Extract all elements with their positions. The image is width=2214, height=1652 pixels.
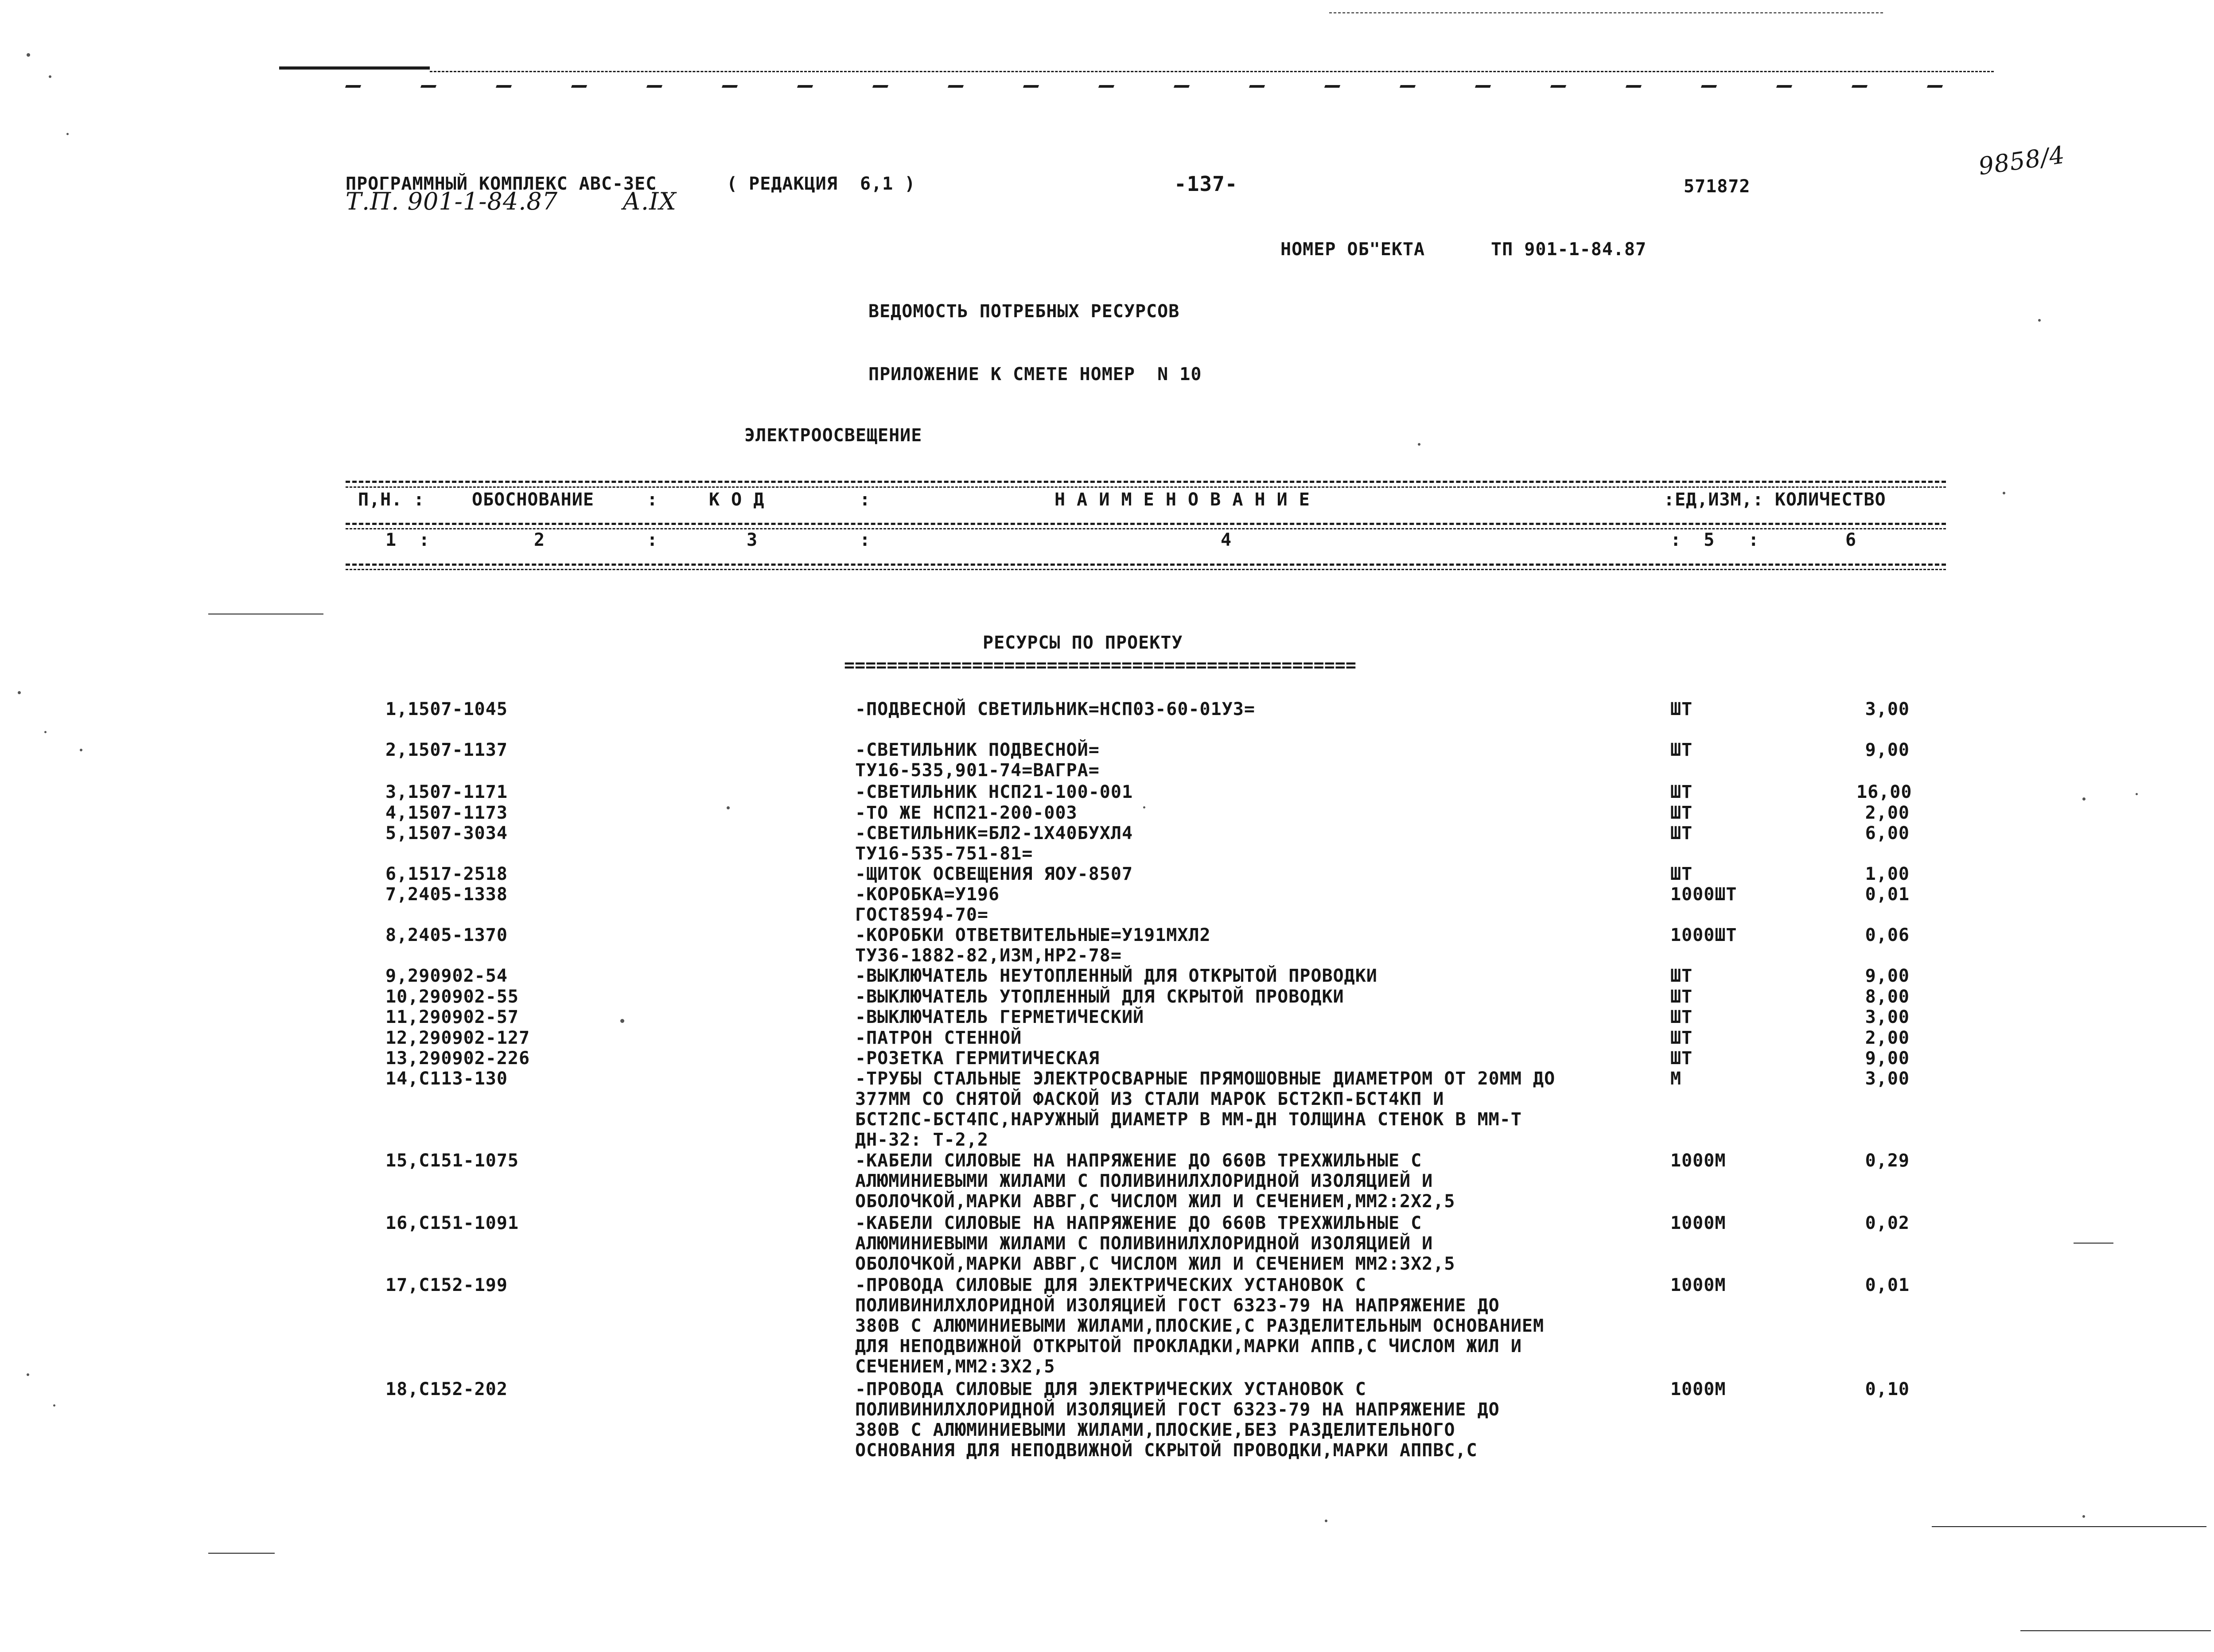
scan-speck — [1418, 443, 1420, 446]
row-name-line: -ПРОВОДА СИЛОВЫЕ ДЛЯ ЭЛЕКТРИЧЕСКИХ УСТАНОВОК С — [855, 1275, 1366, 1295]
row-qty: 6,00 — [1865, 823, 1910, 843]
row-unit: ШТ — [1670, 987, 1693, 1007]
row-name-line: -КОРОБКА=У196 — [855, 884, 1000, 905]
row-qty: 1,00 — [1865, 864, 1910, 884]
col-pn-header: П,Н. : — [358, 490, 425, 510]
col-name-header: Н А И М Е Н О В А Н И Е — [1054, 490, 1310, 510]
row-unit: 1000М — [1670, 1379, 1726, 1399]
perforation-mark — [1701, 85, 1717, 88]
table-top-rule-2 — [346, 486, 1946, 488]
scan-speck — [2003, 492, 2005, 494]
row-qty: 0,02 — [1865, 1213, 1910, 1233]
row-name-line: -ВЫКЛЮЧАТЕЛЬ УТОПЛЕННЫЙ ДЛЯ СКРЫТОЙ ПРОВОДКИ — [855, 987, 1344, 1007]
row-qty: 8,00 — [1865, 987, 1910, 1007]
row-unit: ШТ — [1670, 1007, 1693, 1027]
row-qty: 16,00 — [1856, 782, 1912, 802]
scan-speck — [27, 53, 30, 57]
object-label: НОМЕР ОБ"ЕКТА — [1280, 239, 1425, 260]
row-pn: 10,290902-55 — [385, 987, 519, 1007]
row-qty: 0,01 — [1865, 1275, 1910, 1295]
row-name-line: ТУ36-1882-82,ИЗМ,НР2-78= — [855, 945, 1122, 966]
row-name-line: 380В С АЛЮМИНИЕВЫМИ ЖИЛАМИ,ПЛОСКИЕ,БЕЗ РАЗДЕЛИТЕЛЬНОГО — [855, 1420, 1455, 1440]
row-pn: 3,1507-1171 — [385, 782, 508, 802]
row-name-line: ОСНОВАНИЯ ДЛЯ НЕПОДВИЖНОЙ СКРЫТОЙ ПРОВОДКИ,МАРКИ АППВС,С — [855, 1440, 1478, 1461]
row-qty: 9,00 — [1865, 740, 1910, 760]
top-edge-line — [279, 66, 430, 70]
row-name-line: 377ММ СО СНЯТОЙ ФАСКОЙ ИЗ СТАЛИ МАРОК БСТ2КП-БСТ4КП И — [855, 1089, 1444, 1109]
row-name-line: ПОЛИВИНИЛХЛОРИДНОЙ ИЗОЛЯЦИЕЙ ГОСТ 6323-79 НА НАПРЯЖЕНИЕ ДО — [855, 1295, 1500, 1316]
row-pn: 9,290902-54 — [385, 966, 508, 986]
perforation-mark — [948, 85, 964, 88]
row-pn: 4,1507-1173 — [385, 803, 508, 823]
row-unit: 1000М — [1670, 1213, 1726, 1233]
col-sep-2: : — [860, 490, 871, 510]
row-name-line: ПОЛИВИНИЛХЛОРИДНОЙ ИЗОЛЯЦИЕЙ ГОСТ 6323-79 НА НАПРЯЖЕНИЕ ДО — [855, 1399, 1500, 1420]
scan-speck — [44, 731, 47, 733]
row-pn: 16,С151-1091 — [385, 1213, 519, 1233]
row-pn: 17,С152-199 — [385, 1275, 508, 1295]
handwritten-album: А.IX — [623, 187, 677, 215]
appendix-title: ПРИЛОЖЕНИЕ К СМЕТЕ НОМЕР N 10 — [868, 364, 1202, 385]
row-pn: 8,2405-1370 — [385, 925, 508, 945]
handwritten-tp-number: Т.П. 901-1-84.87 — [346, 187, 558, 215]
perforation-mark — [722, 85, 738, 88]
col-sep-1: : — [647, 490, 658, 510]
row-name-line: -ТО ЖЕ НСП21-200-003 — [855, 803, 1078, 823]
row-pn: 2,1507-1137 — [385, 740, 508, 760]
row-name-line: АЛЮМИНИЕВЫМИ ЖИЛАМИ С ПОЛИВИНИЛХЛОРИДНОЙ ИЗОЛЯЦИЕЙ И — [855, 1233, 1433, 1254]
perforation-mark — [1776, 85, 1792, 88]
col-unit-qty-header: :ЕД,ИЗМ,: КОЛИЧЕСТВО — [1664, 490, 1886, 510]
top-edge-dashed — [430, 71, 1994, 72]
scan-speck — [1325, 1520, 1327, 1522]
row-name-line: БСТ2ПС-БСТ4ПС,НАРУЖНЫЙ ДИАМЕТР В ММ-ДН ТОЛЩИНА СТЕНОК В ММ-Т — [855, 1109, 1522, 1130]
perforation-mark — [1400, 85, 1416, 88]
scan-speck — [620, 1019, 624, 1023]
row-pn: 13,290902-226 — [385, 1048, 530, 1069]
row-name-line: ОБОЛОЧКОЙ,МАРКИ АВВГ,С ЧИСЛОМ ЖИЛ И СЕЧЕНИЕМ,ММ2:2Х2,5 — [855, 1191, 1455, 1212]
row-qty: 2,00 — [1865, 1028, 1910, 1048]
perforation-mark — [1324, 85, 1340, 88]
row-name-line: СЕЧЕНИЕМ,ММ2:3Х2,5 — [855, 1357, 1055, 1377]
scan-speck — [2082, 797, 2086, 801]
perforation-mark — [1626, 85, 1642, 88]
scan-line — [1932, 1526, 2206, 1527]
row-unit: ШТ — [1670, 823, 1693, 843]
row-name-line: АЛЮМИНИЕВЫМИ ЖИЛАМИ С ПОЛИВИНИЛХЛОРИДНОЙ ИЗОЛЯЦИЕЙ И — [855, 1171, 1433, 1191]
scan-speck — [53, 1404, 55, 1407]
table-bottom-rule-2 — [346, 569, 1946, 570]
scan-speck — [80, 749, 82, 751]
row-name-line: -РОЗЕТКА ГЕРМИТИЧЕСКАЯ — [855, 1048, 1100, 1069]
row-unit: 1000ШТ — [1670, 925, 1737, 945]
row-unit: ШТ — [1670, 864, 1693, 884]
row-qty: 0,06 — [1865, 925, 1910, 945]
scan-speck — [2038, 319, 2041, 322]
row-name-line: ТУ16-535,901-74=ВАГРА= — [855, 760, 1100, 781]
row-qty: 2,00 — [1865, 803, 1910, 823]
edition-label: ( РЕДАКЦИЯ 6,1 ) — [727, 174, 916, 194]
perforation-mark — [345, 85, 361, 88]
colnum-sep-2: : — [860, 530, 871, 550]
table-top-rule — [346, 481, 1946, 483]
program-name: ПРОГРАММНЫЙ КОМПЛЕКС АВС-3ЕС — [346, 174, 657, 194]
archive-number: 9858/4 — [1977, 140, 2067, 181]
row-qty: 9,00 — [1865, 1048, 1910, 1069]
scan-speck — [27, 1373, 29, 1376]
col-code-header: К О Д — [709, 490, 765, 510]
row-name-line: -ЩИТОК ОСВЕЩЕНИЯ ЯОУ-8507 — [855, 864, 1133, 884]
row-name-line: ГОСТ8594-70= — [855, 905, 988, 925]
row-unit: ШТ — [1670, 803, 1693, 823]
scan-speck — [1143, 806, 1145, 809]
colnum-sep-1: : — [647, 530, 658, 550]
scan-speck — [2136, 793, 2138, 795]
perforation-mark — [420, 85, 436, 88]
row-pn: 12,290902-127 — [385, 1028, 530, 1048]
scan-speck — [727, 806, 730, 809]
row-pn: 14,С113-130 — [385, 1069, 508, 1089]
row-unit: ШТ — [1670, 966, 1693, 986]
row-name-line: -КАБЕЛИ СИЛОВЫЕ НА НАПРЯЖЕНИЕ ДО 660В ТРЕХЖИЛЬНЫЕ С — [855, 1213, 1422, 1233]
row-qty: 0,10 — [1865, 1379, 1910, 1399]
row-qty: 9,00 — [1865, 966, 1910, 986]
row-name-line: -СВЕТИЛЬНИК ПОДВЕСНОЙ= — [855, 740, 1100, 760]
perforation-mark — [1927, 85, 1943, 88]
row-pn: 5,1507-3034 — [385, 823, 508, 843]
row-unit: ШТ — [1670, 740, 1693, 760]
row-name-line: ДН-32: Т-2,2 — [855, 1130, 988, 1150]
row-name-line: -СВЕТИЛЬНИК НСП21-100-001 — [855, 782, 1133, 802]
row-pn: 11,290902-57 — [385, 1007, 519, 1027]
row-name-line: -ТРУБЫ СТАЛЬНЫЕ ЭЛЕКТРОСВАРНЫЕ ПРЯМОШОВНЫЕ ДИАМЕТРОМ ОТ 20ММ ДО — [855, 1069, 1556, 1089]
row-pn: 1,1507-1045 — [385, 699, 508, 719]
section-title: ЭЛЕКТРООСВЕЩЕНИЕ — [744, 425, 922, 446]
row-pn: 15,С151-1075 — [385, 1151, 519, 1171]
scan-line — [2074, 1243, 2113, 1244]
document-title: ВЕДОМОСТЬ ПОТРЕБНЫХ РЕСУРСОВ — [868, 301, 1180, 322]
table-mid-rule — [346, 523, 1946, 525]
page-number: -137- — [1174, 172, 1238, 196]
row-pn: 7,2405-1338 — [385, 884, 508, 905]
row-name-line: -ВЫКЛЮЧАТЕЛЬ НЕУТОПЛЕННЫЙ ДЛЯ ОТКРЫТОЙ ПРОВОДКИ — [855, 966, 1377, 986]
perforation-mark — [1852, 85, 1868, 88]
resources-underline: ================================================ — [844, 655, 1356, 676]
row-name-line: -ВЫКЛЮЧАТЕЛЬ ГЕРМЕТИЧЕСКИЙ — [855, 1007, 1144, 1027]
scan-speck — [2082, 1515, 2085, 1518]
perforation-mark — [1174, 85, 1190, 88]
scan-speck — [49, 75, 51, 78]
row-pn: 18,С152-202 — [385, 1379, 508, 1399]
row-name-line: -КОРОБКИ ОТВЕТВИТЕЛЬНЫЕ=У191МХЛ2 — [855, 925, 1211, 945]
row-unit: ШТ — [1670, 699, 1693, 719]
perforation-mark — [797, 85, 813, 88]
colnum-6: 6 — [1845, 530, 1857, 550]
colnum-5: : 5 : — [1670, 530, 1759, 550]
colnum-4: 4 — [1221, 530, 1232, 550]
col-basis-header: ОБОСНОВАНИЕ — [472, 490, 594, 510]
perforation-mark — [1249, 85, 1265, 88]
row-qty: 0,29 — [1865, 1151, 1910, 1171]
resources-heading: РЕСУРСЫ ПО ПРОЕКТУ — [983, 633, 1183, 653]
row-name-line: -ПАТРОН СТЕННОЙ — [855, 1028, 1022, 1048]
row-name-line: -СВЕТИЛЬНИК=БЛ2-1Х40БУХЛ4 — [855, 823, 1133, 843]
row-name-line: ДЛЯ НЕПОДВИЖНОЙ ОТКРЫТОЙ ПРОКЛАДКИ,МАРКИ АППВ,С ЧИСЛОМ ЖИЛ И — [855, 1336, 1522, 1357]
perforation-mark — [1550, 85, 1566, 88]
row-name-line: -ПОДВЕСНОЙ СВЕТИЛЬНИК=НСП03-60-01У3= — [855, 699, 1255, 719]
perforation-mark — [1475, 85, 1491, 88]
perforation-mark — [496, 85, 512, 88]
row-unit: 1000М — [1670, 1275, 1726, 1295]
table-bottom-rule — [346, 564, 1946, 566]
row-qty: 3,00 — [1865, 1069, 1910, 1089]
table-mid-rule-2 — [346, 528, 1946, 529]
row-unit: ШТ — [1670, 782, 1693, 802]
perforation-mark — [872, 85, 888, 88]
scan-line — [208, 1553, 275, 1554]
row-unit: 1000М — [1670, 1151, 1726, 1171]
row-name-line: -КАБЕЛИ СИЛОВЫЕ НА НАПРЯЖЕНИЕ ДО 660В ТРЕХЖИЛЬНЫЕ С — [855, 1151, 1422, 1171]
scan-speck — [18, 691, 21, 694]
row-name-line: -ПРОВОДА СИЛОВЫЕ ДЛЯ ЭЛЕКТРИЧЕСКИХ УСТАНОВОК С — [855, 1379, 1366, 1399]
top-edge-dashed-2 — [1329, 12, 1883, 13]
scan-speck — [66, 133, 69, 135]
row-qty: 3,00 — [1865, 1007, 1910, 1027]
row-qty: 0,01 — [1865, 884, 1910, 905]
row-name-line: ТУ16-535-751-81= — [855, 843, 1033, 864]
perforation-mark — [571, 85, 587, 88]
scan-line — [2020, 1630, 2211, 1631]
row-unit: ШТ — [1670, 1028, 1693, 1048]
perforation-mark — [1023, 85, 1039, 88]
document-code: 571872 — [1684, 176, 1751, 197]
row-name-line: ОБОЛОЧКОЙ,МАРКИ АВВГ,С ЧИСЛОМ ЖИЛ И СЕЧЕНИЕМ ММ2:3Х2,5 — [855, 1254, 1455, 1274]
perforation-mark — [646, 85, 662, 88]
colnum-3: 3 — [747, 530, 758, 550]
row-name-line: 380В С АЛЮМИНИЕВЫМИ ЖИЛАМИ,ПЛОСКИЕ,С РАЗДЕЛИТЕЛЬНЫМ ОСНОВАНИЕМ — [855, 1316, 1545, 1336]
row-qty: 3,00 — [1865, 699, 1910, 719]
object-value: ТП 901-1-84.87 — [1491, 239, 1647, 260]
colnum-1: 1 : — [385, 530, 430, 550]
row-unit: 1000ШТ — [1670, 884, 1737, 905]
row-pn: 6,1517-2518 — [385, 864, 508, 884]
row-unit: М — [1670, 1069, 1682, 1089]
perforation-mark — [1098, 85, 1114, 88]
row-unit: ШТ — [1670, 1048, 1693, 1069]
colnum-2: 2 — [534, 530, 545, 550]
